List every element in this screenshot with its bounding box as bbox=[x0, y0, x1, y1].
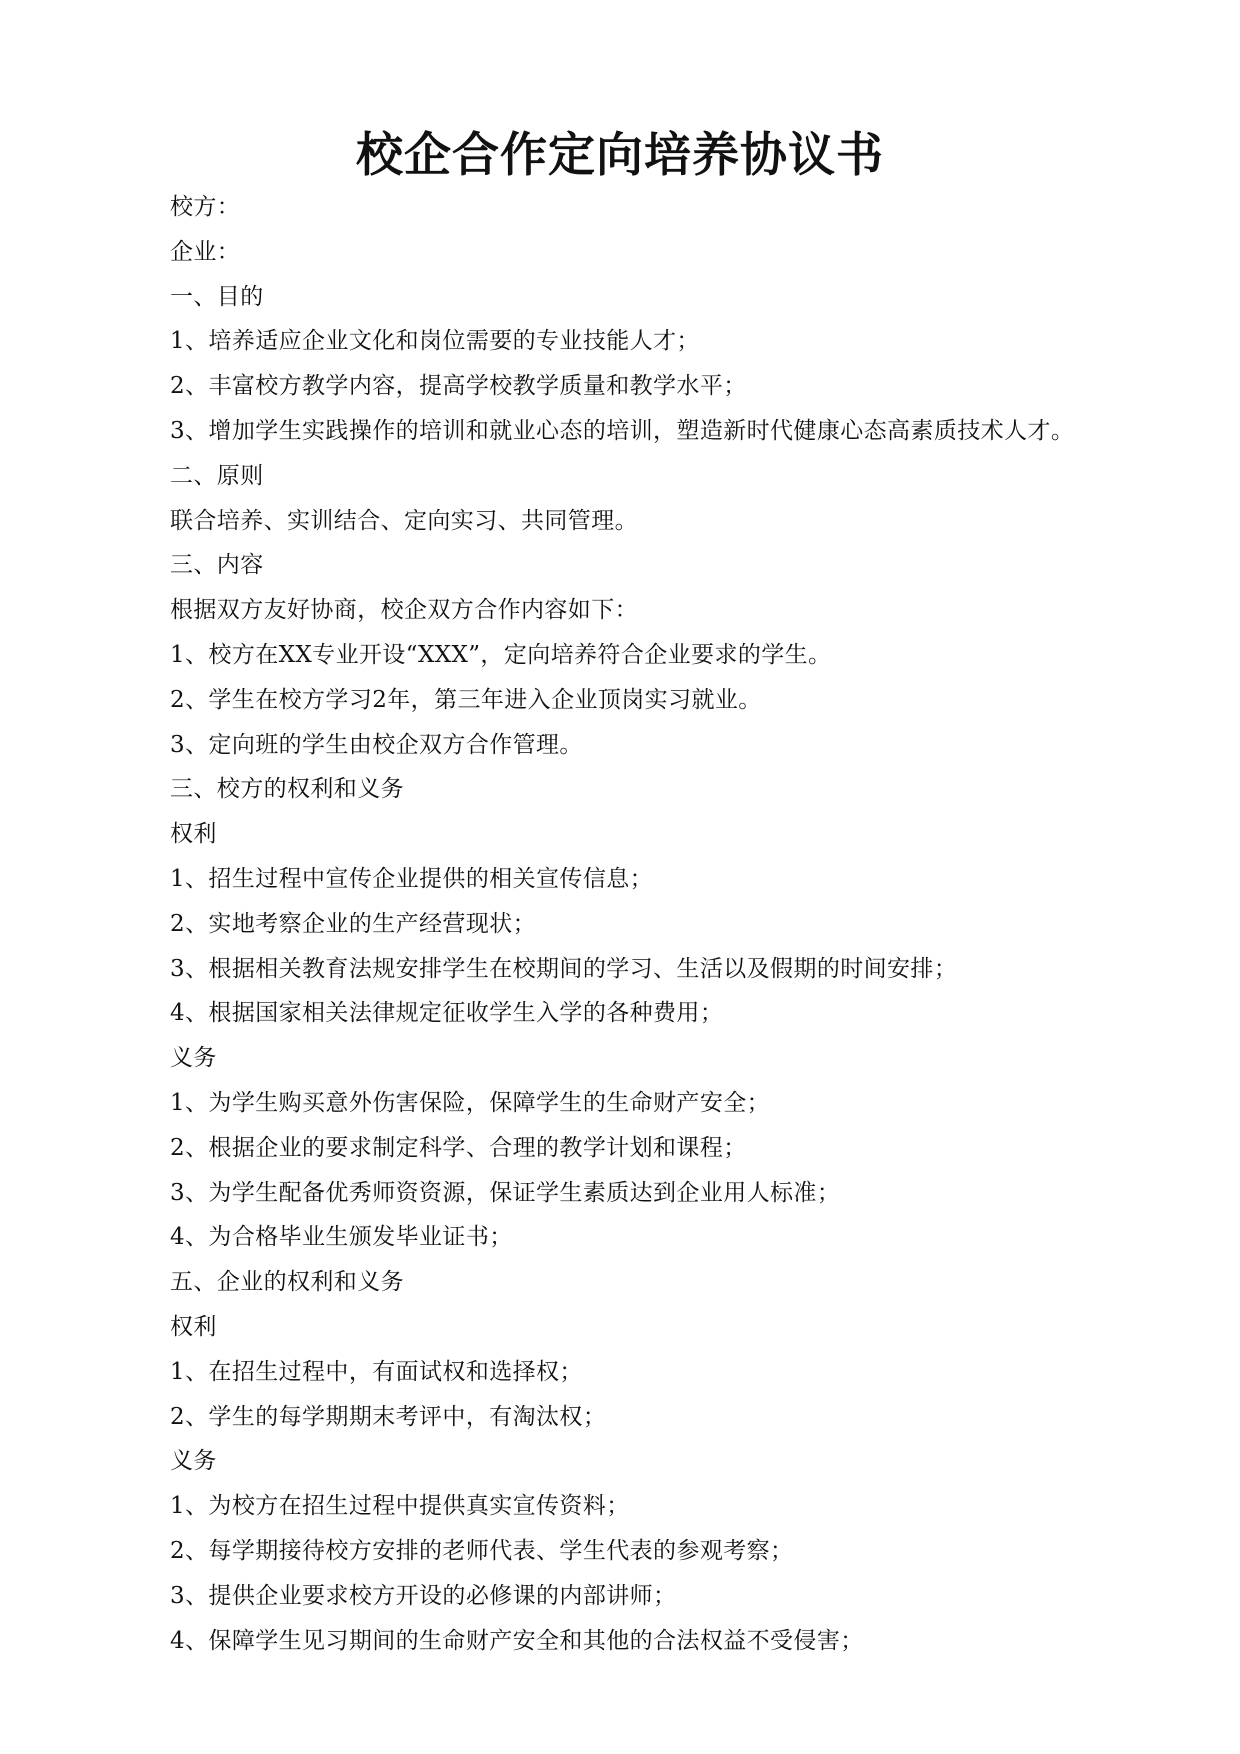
purpose-item: 3、增加学生实践操作的培训和就业心态的培训，塑造新时代健康心态高素质技术人才。 bbox=[170, 417, 1075, 444]
enterprise-rights-label: 权利 bbox=[170, 1313, 217, 1340]
school-right-item: 2、实地考察企业的生产经营现状； bbox=[170, 910, 537, 937]
purpose-item: 2、丰富校方教学内容，提高学校教学质量和教学水平； bbox=[170, 373, 747, 400]
school-right-item: 4、根据国家相关法律规定征收学生入学的各种费用； bbox=[170, 1000, 724, 1027]
school-duties-label: 义务 bbox=[170, 1045, 217, 1072]
section-heading-principle: 二、原则 bbox=[170, 462, 264, 489]
school-right-item: 1、招生过程中宣传企业提供的相关宣传信息； bbox=[170, 865, 654, 892]
document-title: 校企合作定向培养协议书 bbox=[356, 128, 884, 183]
content-item: 1、校方在XX专业开设“XXX”，定向培养符合企业要求的学生。 bbox=[170, 641, 832, 668]
enterprise-duty-item: 4、保障学生见习期间的生命财产安全和其他的合法权益不受侵害； bbox=[170, 1627, 864, 1654]
enterprise-duty-item: 2、每学期接待校方安排的老师代表、学生代表的参观考察； bbox=[170, 1537, 794, 1564]
section-heading-enterprise-rights-duties: 五、企业的权利和义务 bbox=[170, 1269, 404, 1296]
school-right-item: 3、根据相关教育法规安排学生在校期间的学习、生活以及假期的时间安排； bbox=[170, 955, 958, 982]
enterprise-right-item: 1、在招生过程中，有面试权和选择权； bbox=[170, 1358, 583, 1385]
purpose-item: 1、培养适应企业文化和岗位需要的专业技能人才； bbox=[170, 328, 700, 355]
content-item: 3、定向班的学生由校企双方合作管理。 bbox=[170, 731, 583, 758]
school-duty-item: 2、根据企业的要求制定科学、合理的教学计划和课程； bbox=[170, 1134, 747, 1161]
section-heading-purpose: 一、目的 bbox=[170, 283, 264, 310]
school-duty-item: 4、为合格毕业生颁发毕业证书； bbox=[170, 1224, 513, 1251]
principle-text: 联合培养、实训结合、定向实习、共同管理。 bbox=[170, 507, 638, 534]
content-intro: 根据双方友好协商，校企双方合作内容如下： bbox=[170, 597, 638, 624]
document-body bbox=[170, 185, 1190, 1663]
school-duty-item: 3、为学生配备优秀师资资源，保证学生素质达到企业用人标准； bbox=[170, 1179, 841, 1206]
enterprise-duty-item: 3、提供企业要求校方开设的必修课的内部讲师； bbox=[170, 1582, 677, 1609]
enterprise-right-item: 2、学生的每学期期末考评中，有淘汰权； bbox=[170, 1403, 607, 1430]
enterprise-duty-item: 1、为校方在招生过程中提供真实宣传资料； bbox=[170, 1493, 630, 1520]
school-rights-label: 权利 bbox=[170, 821, 217, 848]
enterprise-duties-label: 义务 bbox=[170, 1448, 217, 1475]
section-heading-school-rights-duties: 三、校方的权利和义务 bbox=[170, 776, 404, 803]
party-school-label: 校方： bbox=[170, 194, 241, 220]
section-heading-content: 三、内容 bbox=[170, 552, 264, 579]
school-duty-item: 1、为学生购买意外伤害保险，保障学生的生命财产安全； bbox=[170, 1089, 771, 1116]
content-item: 2、学生在校方学习2年，第三年进入企业顶岗实习就业。 bbox=[170, 686, 762, 713]
party-enterprise-label: 企业： bbox=[170, 238, 241, 265]
